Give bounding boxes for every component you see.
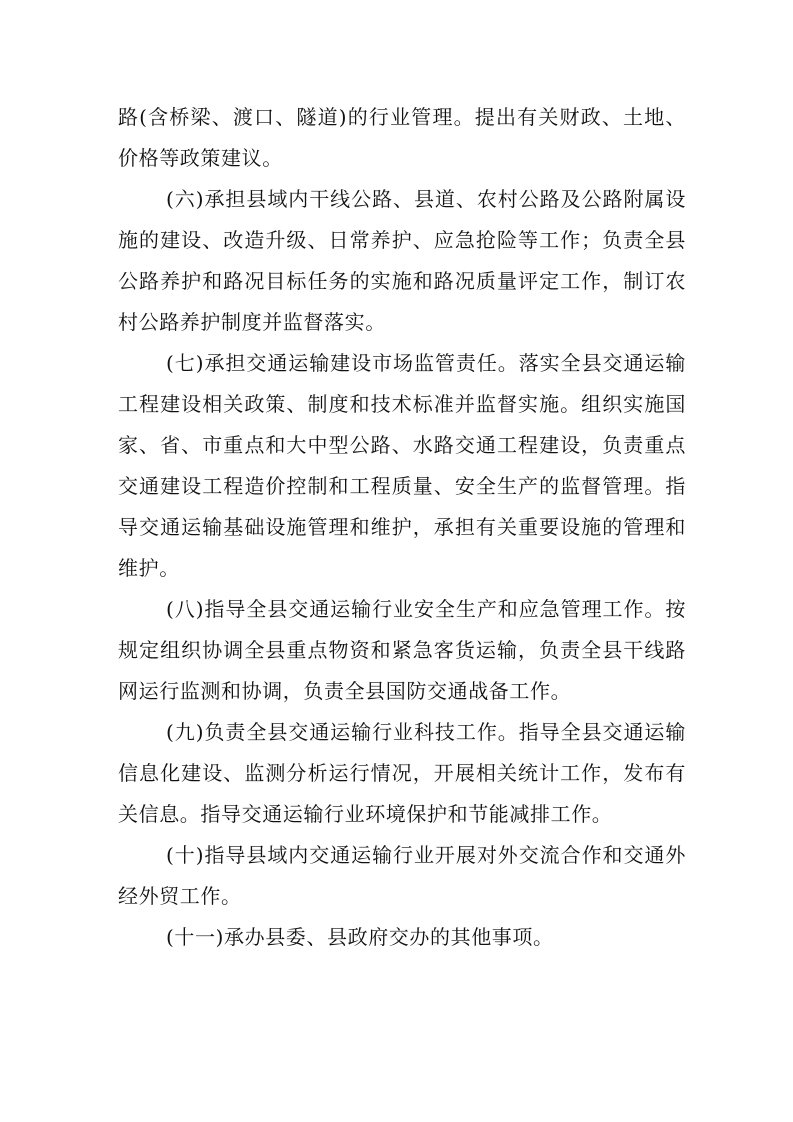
paragraph-continuation: 路(含桥梁、渡口、隧道)的行业管理。提出有关财政、土地、价格等政策建议。 xyxy=(118,105,686,170)
paragraph-item-6: (六)承担县域内干线公路、县道、农村公路及公路附属设施的建设、改造升级、日常养护、应急抢险等工作；负责全县公路养护和路况目标任务的实施和路况质量评定工作，制订农村公路养护制度并监督落实。 xyxy=(118,187,686,334)
paragraph-item-8: (八)指导全县交通运输行业安全生产和应急管理工作。按规定组织协调全县重点物资和紧急客货运输，负责全县干线路网运行监测和协调，负责全县国防交通战备工作。 xyxy=(118,597,686,703)
paragraph-item-9: (九)负责全县交通运输行业科技工作。指导全县交通运输信息化建设、监测分析运行情况，开展相关统计工作，发布有关信息。指导交通运输行业环境保护和节能减排工作。 xyxy=(118,720,686,826)
paragraph-item-10: (十)指导县域内交通运输行业开展对外交流合作和交通外经外贸工作。 xyxy=(118,843,686,908)
paragraph-item-11: (十一)承办县委、县政府交办的其他事项。 xyxy=(166,925,554,949)
document-body xyxy=(118,97,686,958)
paragraph-item-7: (七)承担交通运输建设市场监管责任。落实全县交通运输工程建设相关政策、制度和技术标准并监督实施。组织实施国家、省、市重点和大中型公路、水路交通工程建设，负责重点交通建设工程造价控制和工程质量、安全生产的监督管理。指导交通运输基础设施管理和维护，承担有关重要设施的管理和维护。 xyxy=(118,351,686,580)
